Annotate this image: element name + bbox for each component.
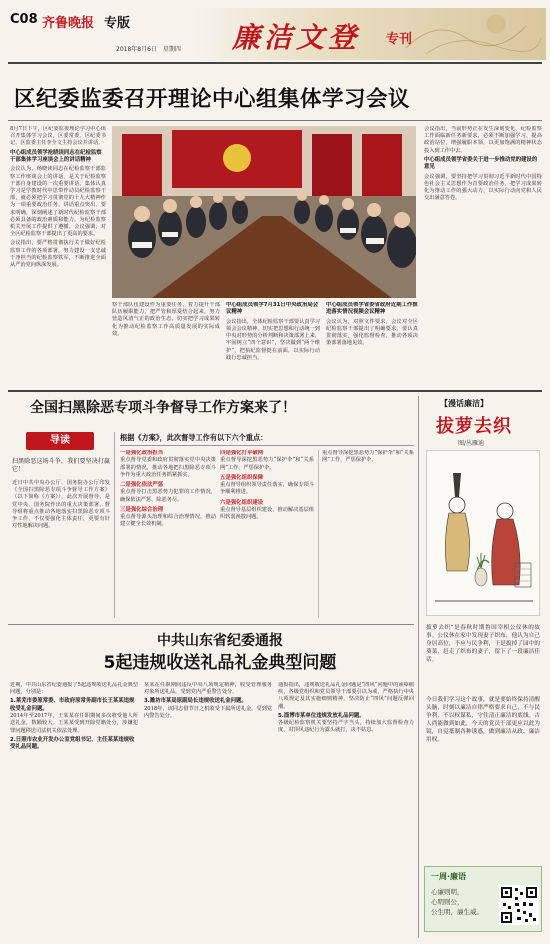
point-text: 重点督导基层组织建设，推动解决基层组织软弱涣散问题。 [220, 507, 314, 521]
points-col-1 [120, 450, 216, 618]
lead-text: 扫黑除恶这场斗争，我们要坚决打赢它！ [12, 458, 110, 473]
article-2-key-header: 根据《方案》，此次督导工作有以下六个重点： [120, 432, 414, 446]
article-3-col-2 [144, 682, 272, 938]
qr-box [424, 866, 542, 932]
article-1-col-5 [424, 126, 542, 386]
paragraph: 通报指出，违规收送礼品礼金问题是“四风”问题中的顽瘴痼疾，各级党组织和党员领导干部要引以为戒，严格执行中央八项规定及其实施细则精神，坚决防止“四风”问题反弹回潮。 [278, 682, 414, 710]
article-1-col-1 [10, 126, 106, 386]
point-text: 重点督导深挖黑恶势力“保护伞”和“关系网”工作，严惩保护伞。 [220, 457, 314, 471]
date-line: 2018年8月6日 星期四 [116, 46, 181, 53]
sidebar-body: 今日我们学习这个故事，就是要始终保持清醒头脑，时刻以廉洁自律严格要求自己，不与民争利，不以权谋私，守住清正廉洁的底线。古人尚能做到如此，今天的党员干部更应以此为镜，自觉抵制各种诱惑，做到廉洁从政、廉洁用权。 [426, 697, 540, 743]
subhead: 3.潍坊市某局原副局长违规收送礼金问题。 [144, 698, 247, 705]
qr-line: 公生明，廉生威。 [431, 908, 483, 916]
subhead: 中心组成员领学7月31日中央政治局会议精神 [226, 302, 319, 316]
paragraph: 2014年至2017年，王某某在任职期间多次收受他人所送礼金，数额较大。王某某受到开除党籍处分，涉嫌犯罪问题移送司法机关依法处理。 [10, 713, 138, 734]
paragraph: 会议认为，杨晓读同志在纪检监察干部监察工作座谈会上的讲话，是关于纪检监察干部自身建设的一次重要讲话，集体认真学习是学教时代中思带作动员纪检监察干部，就必须把学习贯彻党的十九大精神作为一项重要政治任务，讲话重点突出、要求明确，深刻阐述了新时代纪检监察干部必须具备的政治素质和能力，为纪检监察机关开展工作提供了遵循。会议强调，对全区纪检监察干部提出了更高的要求。 [10, 166, 106, 238]
paragraph: 会议指出，要严格贯彻执行关于做好纪检监察工作的各项部署，努力建设一支忠诚干净担当的纪检监察铁军，不断推进全面从严治党向纵深发展。 [10, 240, 106, 269]
qr-line: 心明则公， [431, 898, 464, 906]
point-title: 三是强化综合治理 [120, 506, 164, 513]
subhead: 1.莱芜市委原常委、市政府原常务副市长王某某违规收受礼金问题。 [10, 698, 135, 712]
point-title: 六是强化组织建设 [220, 499, 264, 506]
point-text: 重点督导打击黑恶势力犯罪的工作情况，确保依法严惩、除恶务尽。 [120, 489, 216, 503]
point-text: 重点督导党委和政府贯彻落实党中央决策部署的情况，推动各地把扫黑除恶专项斗争作为重大政治任务抓紧抓实。 [120, 457, 216, 478]
paragraph: 2018年，该同志借节日之机收受下属所送礼金，受到党内警告处分。 [144, 705, 272, 720]
meeting-scene-icon [112, 126, 416, 298]
intro-text: 近日中共中央办公厅、国务院办公厅印发《全国扫黑除恶专项斗争督导工作方案》（以下简称《方案》），此次开展督导，是党中央、国务院作出的重大决策部署，督导组将重点推动各地落实扫黑除恶专项斗争工作，不仅要强化主体责任，更要有针对性地解决问题。 [12, 480, 110, 530]
paragraph: 会议指出，当前形势正在发生深刻变化，纪检监察工作面临新任务新要求，必须不断加强学习，提高政治站位，增强履职本领，以更加饱满的精神状态投入到工作中去。 [424, 126, 542, 154]
sidebar-title: 拔萝去织 [436, 416, 512, 437]
cartoon-figures-icon [427, 451, 541, 617]
banner-sub: 专刊 [386, 32, 413, 47]
sidebar-cartoon [422, 396, 544, 938]
qr-box-title: 一周·廉语 [431, 872, 467, 881]
article-2-lead-box [12, 432, 110, 618]
points-col-3-filler [322, 450, 414, 618]
paragraph: 近期，中共山东省纪委通报了5起违规收送礼品礼金典型问题，分别是： [10, 682, 138, 696]
subhead: 中心组成员领学省委关于进一步推动党的建设的意见 [424, 156, 538, 171]
banner [196, 8, 546, 60]
sidebar-credit: 图/丛雁迪 [458, 440, 485, 447]
qr-code-icon [499, 885, 539, 925]
paragraph: 会议认为，对照文件要求，会议对全区纪检监察干部提出了明确要求，要认真贯彻落实，强化监督检查，推动各项决策部署落地见效。 [326, 318, 418, 347]
article-1-headline: 区纪委监委召开理论中心组集体学习会议 [14, 87, 411, 112]
paragraph: 各级纪检监察机关要坚持严字当头，持续加大监督检查力度，对顶风违纪行为露头就打，决不姑息。 [278, 720, 414, 734]
page-code: C08 [10, 12, 38, 27]
point-text: 重点督导深挖黑恶势力“保护伞”和“关系网”工作，严惩保护伞。 [322, 450, 414, 464]
article-2-headline: 全国扫黑除恶专项斗争督导工作方案来了！ [30, 400, 296, 416]
section-name: 专版 [104, 16, 131, 31]
point-title: 五是强化组织保障 [220, 474, 264, 481]
subhead: 中心组成员领学省委省政府近期工作推进落实情况视频会议精神 [326, 302, 418, 316]
article-1-col-3 [226, 302, 320, 386]
point-text: 重点督导组织领导责任落实，确保专项斗争顺利推进。 [220, 482, 314, 496]
meeting-photo [112, 126, 416, 298]
point-title: 四是强化打伞破网 [220, 450, 264, 456]
banner-title: 廉洁文登 [232, 21, 361, 54]
subhead: 2.日照市农业开发办公室党组书记、主任某某违规收受礼品问题。 [10, 736, 135, 751]
qr-line: 心廉则明， [431, 888, 464, 896]
point-title: 二是强化依法严惩 [120, 482, 164, 489]
paragraph: 8月7日下午，区纪委监委理论学习中心组召开集体学习会议，区委常委、区纪委书记、区监委主任李全文主持会议并讲话。 [10, 126, 106, 147]
article-1-col-2 [112, 302, 220, 386]
subhead: 中心组成员领学抢晓读同志在纪检监察干部集体学习座谈会上的讲话精神 [10, 149, 102, 164]
article-3-col-1 [10, 682, 138, 938]
article-3-col-3 [278, 682, 414, 938]
subhead: 5.淄博市某单位违规发放礼品问题。 [278, 712, 365, 719]
article-1-col-4 [326, 302, 418, 386]
cartoon-illustration [426, 450, 540, 616]
paragraph: 某某在任职期间违反中央八项规定精神，收受管理服务对象所送礼品，受到党内严重警告处分。 [144, 682, 272, 696]
guide-tag: 导读 [26, 432, 94, 450]
sidebar-caption: 拔萝去织”是春秋时期鲁国宰相公仪休的故事。公仪休在家中发现妻子织布，他认为自己身居高位，不应与民争利，于是拔掉了园中的葵菜，赶走了织布的妻子，留下了一段廉洁佳话。 [426, 625, 540, 663]
point-title: 一是强化政治担当 [120, 450, 164, 456]
point-text: 重点督导源头治理和综合治理情况，推动建立健全长效机制。 [120, 514, 216, 528]
points-col-2 [220, 450, 314, 618]
article-3-headline-2: 5起违规收送礼品礼金典型问题 [103, 653, 337, 673]
sidebar-tag: 【漫话廉洁】 [440, 399, 488, 408]
paragraph: 察干部队伍建设作为重要任务，着力提升干部队伍履职能力，把严管和厚爱结合起来，努力营造风清气正的政治生态，切实把学习成果转化为推动纪检监察工作高质量发展的实际成效。 [112, 302, 220, 337]
paragraph: 会议指出，全体纪检监察干部要认真学习领会会议精神，切实把思想和行动统一到中央对形势的分析判断和决策部署上来，牢固树立“四个意识”，坚决做到“两个维护”，把执纪监督挺在前面，以实际行动践行忠诚担当。 [226, 318, 320, 361]
masthead [0, 0, 550, 70]
paper-name: 齐鲁晚报 [42, 16, 95, 31]
paragraph: 会议强调，要坚持把学习贯彻习近平新时代中国特色社会主义思想作为首要政治任务，把学习成果转化为推动工作的强大动力，以实际行动向党和人民交出满意答卷。 [424, 173, 542, 202]
article-3-headline-1: 中共山东省纪委通报 [157, 633, 283, 649]
